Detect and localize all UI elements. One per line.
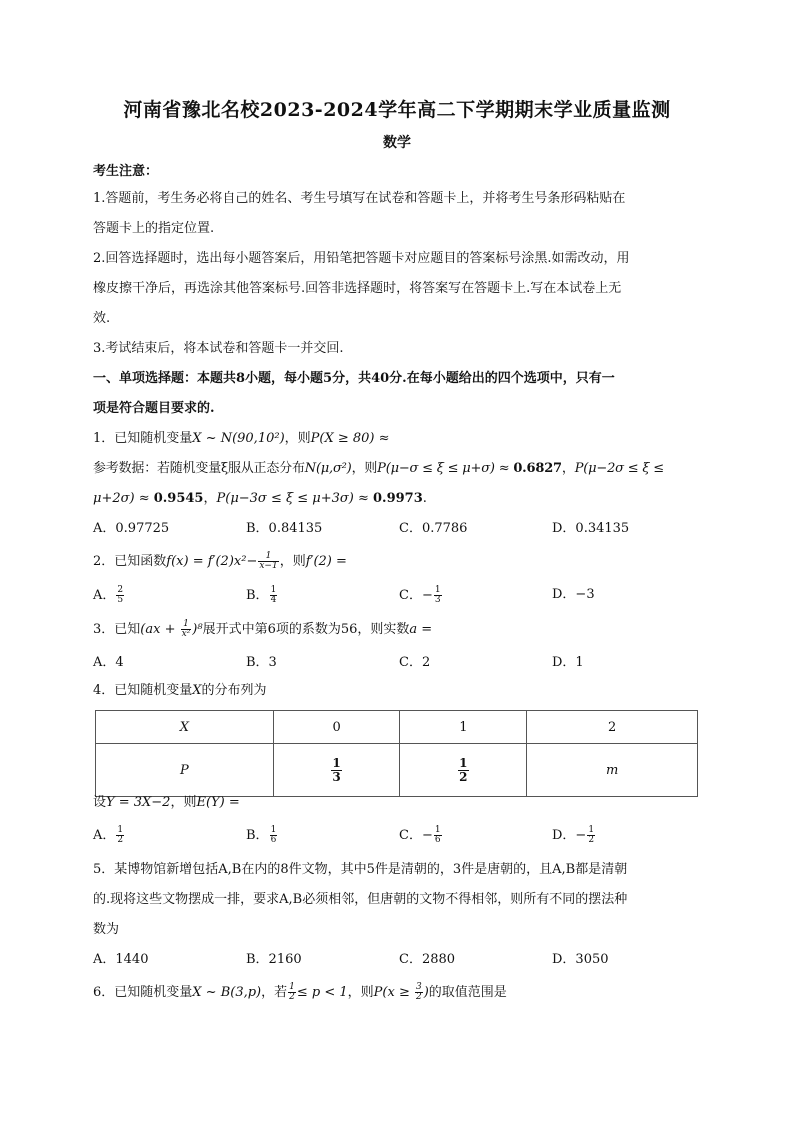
q4-opt-a-num: 1: [117, 825, 124, 835]
q2-fraction: [258, 552, 278, 571]
question-2-stem: [93, 552, 713, 571]
q1-ref1v: 0.6827: [513, 461, 562, 476]
section-1-heading-2: 项是符合题目要求的.: [93, 401, 215, 416]
table-cell-x-label: X: [96, 711, 274, 744]
q1-ref2b: ，: [203, 491, 217, 506]
q2-option-a-label: A．: [93, 588, 116, 603]
q5-option-a[interactable]: A．1440: [93, 952, 149, 967]
q5-option-c[interactable]: C．2880: [399, 952, 456, 967]
q5-option-d[interactable]: D．3050: [552, 952, 609, 967]
q1-ref2v2: 0.9973: [373, 491, 423, 506]
section-1-heading: 一、单项选择题：本题共8小题，每小题5分，共40分.在每小题给出的四个选项中，只有一: [93, 371, 615, 386]
q2-option-b-frac: [270, 586, 278, 605]
table-row: [96, 744, 698, 797]
q3-rest: 展开式中第6项的系数为56，则实数: [202, 622, 410, 637]
q4-option-b-label: B．: [246, 828, 269, 843]
q4-option-c[interactable]: [399, 826, 443, 845]
p1-num: 1: [459, 755, 468, 770]
table-row: [96, 711, 698, 744]
q3-fraction: [181, 620, 192, 639]
q1-ref2v: 0.9545: [153, 491, 204, 506]
question-5-line-2: 的.现将这些文物摆成一排，要求A,B必须相邻，但唐朝的文物不得相邻，则所有不同的摆法种: [93, 892, 628, 907]
q3-option-a[interactable]: A．4: [93, 655, 124, 670]
q2-opt-a-num: 2: [117, 585, 124, 595]
q3-option-d[interactable]: D．1: [552, 655, 584, 670]
table-cell-p-label: P: [96, 744, 274, 797]
q4-opt-b-den: 6: [270, 835, 277, 845]
q4-after-ask: E(Y) =: [196, 795, 240, 810]
q2-option-b-label: B．: [246, 588, 269, 603]
q2-opt-c-num: 1: [434, 585, 441, 595]
q6-mid: ，若: [261, 985, 288, 1000]
q4-option-b-frac: [270, 826, 278, 845]
q4-option-a[interactable]: [93, 826, 125, 845]
exam-title: 河南省豫北名校2023-2024学年高二下学期期末学业质量监测: [123, 99, 671, 121]
table-cell-p0: [273, 744, 400, 797]
notice-line-2b: 橡皮擦干净后，再选涂其他答案标号.回答非选择题时，将答案写在答题卡上.写在本试卷上无: [93, 281, 622, 296]
q4-option-c-frac: [434, 826, 442, 845]
q3-option-c[interactable]: C．2: [399, 655, 431, 670]
q1-prefix: 1．已知随机变量: [93, 431, 193, 446]
q1-ref2d: .: [422, 491, 427, 506]
q6-ask-frac: [415, 983, 423, 1002]
notice-line-1: 1.答题前，考生务必将自己的姓名、考生号填写在试卷和答题卡上，并将考生号条形码粘贴在: [93, 191, 626, 206]
q4-var: X: [192, 683, 202, 698]
q6-ask-a: P(x ≥: [373, 985, 414, 1000]
notice-heading: 考生注意：: [93, 164, 159, 179]
q3-expr-a: (ax +: [140, 622, 180, 637]
q4-option-a-label: A．: [93, 828, 116, 843]
q4-option-d[interactable]: [552, 826, 596, 845]
q4-option-b[interactable]: [246, 826, 278, 845]
q2-option-c-frac: [434, 586, 442, 605]
q1-expr: X ~ N(90,10²): [192, 431, 285, 446]
p1-den: 2: [459, 769, 468, 784]
q4-prefix: 4．已知随机变量: [93, 683, 193, 698]
q1-option-d[interactable]: D．0.34135: [552, 521, 630, 536]
p0-den: 3: [332, 769, 341, 784]
q2-opt-c-den: 3: [434, 595, 441, 605]
q4-opt-a-den: 2: [117, 835, 124, 845]
q6-prefix: 6．已知随机变量: [93, 985, 193, 1000]
q4-after-a: 设: [93, 795, 107, 810]
q3-frac-num: 1: [181, 620, 192, 630]
notice-line-2c: 效.: [93, 311, 111, 326]
notice-line-2: 2.回答选择题时，选出每小题答案后，用铅笔把答题卡对应题目的答案标号涂黑.如需改动，用: [93, 251, 630, 266]
q1-ref2a: μ+2σ) ≈: [93, 491, 154, 506]
q4-after-expr: Y = 3X−2: [106, 795, 171, 810]
q2-option-a-frac: [116, 586, 124, 605]
q1-ask: P(X ≥ 80) ≈: [310, 431, 390, 446]
q4-option-d-label: D．−: [552, 828, 587, 843]
q4-opt-d-den: 2: [588, 835, 595, 845]
q6-ask-b: ): [423, 985, 429, 1000]
question-1-ref-2: [93, 490, 713, 508]
q1-ref1b: N(μ,σ²): [304, 461, 352, 476]
notice-line-3: 3.考试结束后，将本试卷和答题卡一并交回.: [93, 341, 344, 356]
p1-fraction: [458, 757, 468, 784]
q1-ref1a: 参考数据：若随机变量ξ服从正态分布: [93, 461, 305, 476]
question-3-stem: [93, 620, 713, 639]
q6-ask-den: 2: [415, 992, 422, 1002]
q2-opt-b-den: 4: [270, 595, 277, 605]
q6-ask-num: 3: [415, 982, 422, 992]
q1-ref1e: ，: [561, 461, 575, 476]
q5-option-b[interactable]: B．2160: [246, 952, 302, 967]
q2-ask: f′(2) =: [305, 554, 347, 569]
q2-frac-den: x−1: [259, 561, 278, 571]
question-4-after: [93, 794, 713, 812]
q1-option-c[interactable]: C．0.7786: [399, 521, 468, 536]
q4-option-d-frac: [587, 826, 595, 845]
notice-line-1b: 答题卡上的指定位置.: [93, 221, 215, 236]
table-cell-x1: 1: [400, 711, 527, 744]
q4-option-a-frac: [116, 826, 124, 845]
question-6-stem: [93, 983, 713, 1002]
q2-option-d[interactable]: D．−3: [552, 587, 595, 602]
p0-fraction: [331, 757, 341, 784]
q4-opt-c-den: 6: [434, 835, 441, 845]
q3-frac-den: x²: [181, 629, 191, 639]
q6-cond-frac: [288, 983, 296, 1002]
q6-mid2: ，则: [347, 985, 374, 1000]
q3-expr-b: )⁸: [192, 622, 203, 637]
q1-ref2c: P(μ−3σ ≤ ξ ≤ μ+3σ) ≈: [216, 491, 373, 506]
q2-mid: ，则: [279, 554, 306, 569]
question-1-ref-1: [93, 460, 713, 478]
q4-option-c-label: C．−: [399, 828, 433, 843]
table-cell-x2: 2: [527, 711, 698, 744]
q6-rest: 的取值范围是: [428, 985, 507, 1000]
q4-after-b: ，则: [170, 795, 197, 810]
q4-opt-b-num: 1: [270, 825, 277, 835]
table-cell-p1: [400, 744, 527, 797]
exam-subject: 数学: [383, 135, 411, 151]
q2-frac-num: 1: [258, 552, 278, 562]
q4-rest: 的分布列为: [201, 683, 267, 698]
q4-opt-c-num: 1: [434, 825, 441, 835]
q1-ref1d: P(μ−σ ≤ ξ ≤ μ+σ) ≈: [377, 461, 514, 476]
q1-mid: ，则: [284, 431, 311, 446]
q4-opt-d-num: 1: [588, 825, 595, 835]
p0-num: 1: [332, 755, 341, 770]
q6-expr: X ~ B(3,p): [192, 985, 262, 1000]
q2-opt-b-num: 1: [270, 585, 277, 595]
q6-cond-rest: ≤ p < 1: [296, 985, 348, 1000]
table-cell-p2: m: [527, 744, 698, 797]
q1-option-a[interactable]: A．0.97725: [93, 521, 170, 536]
q2-prefix: 2．已知函数: [93, 554, 167, 569]
q3-ask: a =: [409, 622, 433, 637]
q2-expr: f(x) = f′(2)x²−: [166, 554, 258, 569]
question-1-stem: [93, 430, 713, 448]
question-5-line-1: 5．某博物馆新增包括A,B在内的8件文物，其中5件是清朝的，3件是唐朝的，且A,B都是清朝: [93, 862, 628, 877]
q3-option-b[interactable]: B．3: [246, 655, 277, 670]
q2-option-c-label: C．−: [399, 588, 433, 603]
distribution-table: [95, 710, 698, 797]
q2-option-a[interactable]: [93, 586, 125, 605]
q2-option-b[interactable]: [246, 586, 278, 605]
q1-option-b[interactable]: B．0.84135: [246, 521, 323, 536]
question-5-line-3: 数为: [93, 922, 120, 937]
q2-opt-a-den: 5: [117, 595, 124, 605]
table-cell-x0: 0: [273, 711, 400, 744]
question-4-stem: [93, 682, 713, 700]
q1-ref1f: P(μ−2σ ≤ ξ ≤: [574, 461, 664, 476]
q6-cond-den: 2: [289, 992, 295, 1002]
q1-ref1c: ，则: [351, 461, 378, 476]
q3-prefix: 3．已知: [93, 622, 141, 637]
q6-cond-num: 1: [289, 982, 295, 992]
q2-option-c[interactable]: [399, 586, 443, 605]
